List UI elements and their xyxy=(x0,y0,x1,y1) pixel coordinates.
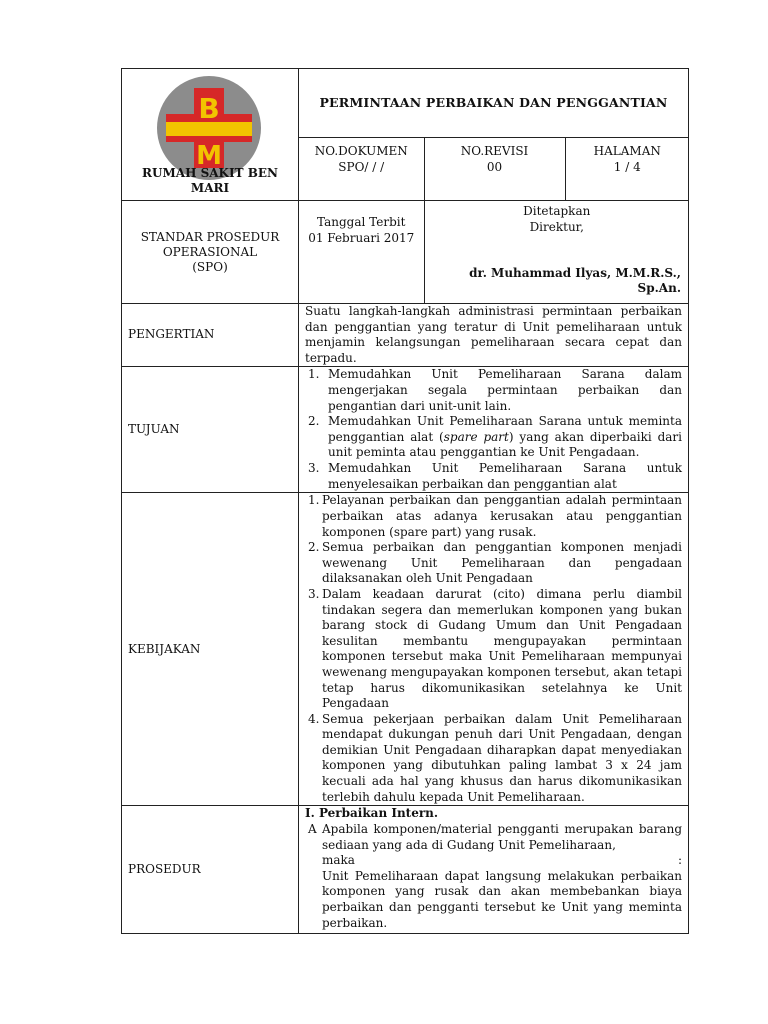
tujuan-label: TUJUAN xyxy=(122,367,299,493)
no-revisi: NO.REVISI 00 xyxy=(424,138,565,200)
document-title: PERMINTAAN PERBAIKAN DAN PENGGANTIAN xyxy=(319,95,668,110)
halaman: HALAMAN 1 / 4 xyxy=(593,144,661,174)
svg-text:B: B xyxy=(198,92,220,125)
list-item: 2. Memudahkan Unit Pemeliharaan Sarana untuk meminta penggantian alat (spare part) yang akan diperbaiki dari unit peminta atau penggantian ke Unit Pengadaan. xyxy=(308,414,682,460)
pengertian-label: PENGERTIAN xyxy=(122,304,299,367)
spo-table xyxy=(121,68,689,934)
prosedur-label: PROSEDUR xyxy=(122,806,299,934)
header-right xyxy=(299,69,689,201)
kebijakan-list xyxy=(305,493,682,805)
approval: Ditetapkan Direktur, dr. Muhammad Ilyas, M.M.R.S., Sp.An. xyxy=(424,201,689,303)
svg-text:M: M xyxy=(196,141,222,171)
list-item: 1. Pelayanan perbaikan dan penggantian adalah permintaan perbaikan atas adanya kerusakan atau penggantian komponen (spare part) yang rusak. xyxy=(308,493,682,539)
logo-cell xyxy=(122,69,299,201)
prosedur-item-a: A Apabila komponen/material pengganti merupakan barang sediaan yang ada di Gudang Unit Pemeliharaan, maka : Unit Pemeliharaan dapat langsung melakukan perbaikan komponen yang rusak dan akan membebankan biaya perbaikan dan pengganti tersebut ke Unit yang meminta perbaikan. xyxy=(308,821,682,930)
spo-label: STANDAR PROSEDUR OPERASIONAL (SPO) xyxy=(122,201,299,304)
tujuan-list xyxy=(305,367,682,492)
tujuan-content xyxy=(299,367,689,493)
doc-meta-table xyxy=(299,138,689,200)
prosedur-content xyxy=(299,806,689,934)
list-item: 3. Dalam keadaan darurat (cito) dimana perlu diambil tindakan segera dan memerlukan komponen yang bukan barang stock di Gudang Umum dan Unit Pengadaan kesulitan membantu mengupayakan permintaan komponen tersebut maka Unit Pemeliharaan mempunyai wewenang mengupayakan komponen tersebut, akan tetapi tetap harus dikomunikasikan setelahnya ke Unit Pengadaan xyxy=(308,586,682,711)
hospital-name: RUMAH SAKIT BEN MARI xyxy=(142,165,278,196)
list-item: 2. Semua perbaikan dan penggantian komponen menjadi wewenang Unit Pemeliharaan dan pengadaan dilaksanakan oleh Unit Pengadaan xyxy=(308,540,682,586)
hospital-logo xyxy=(154,76,264,180)
list-item: 1. Memudahkan Unit Pemeliharaan Sarana dalam mengerjakan segala permintaan perbaikan dan pengantian dari unit-unit lain. xyxy=(308,367,682,413)
tanggal-terbit: Tanggal Terbit 01 Februari 2017 xyxy=(299,201,424,303)
kebijakan-label: KEBIJAKAN xyxy=(122,493,299,806)
no-dokumen: NO.DOKUMEN SPO/ / / xyxy=(314,144,408,174)
pengertian-content: Suatu langkah-langkah administrasi permintaan perbaikan dan penggantian yang teratur di Unit pemeliharaan untuk menjamin kelangsungan pemeliharaan secara cepat dan terpadu. xyxy=(299,304,689,367)
signatory: dr. Muhammad Ilyas, M.M.R.S., Sp.An. xyxy=(469,265,681,296)
spo-right xyxy=(299,201,689,304)
prosedur-heading: I. Perbaikan Intern. xyxy=(305,806,439,821)
list-item: 4. Semua pekerjaan perbaikan dalam Unit Pemeliharaan mendapat dukungan penuh dari Unit Pengadaan, dengan demikian Unit Pengadaan diharapkan dapat menyediakan komponen yang dibutuhkan paling lambat 3 x 24 jam kecuali ada hal yang khusus dan harus dikomunikasikan terlebih dahulu kepada Unit Pemeliharaan. xyxy=(308,711,682,804)
spo-document xyxy=(121,68,688,934)
list-item: 3. Memudahkan Unit Pemeliharaan Sarana untuk menyelesaikan perbaikan dan penggantian alat xyxy=(308,460,682,491)
kebijakan-content xyxy=(299,493,689,806)
